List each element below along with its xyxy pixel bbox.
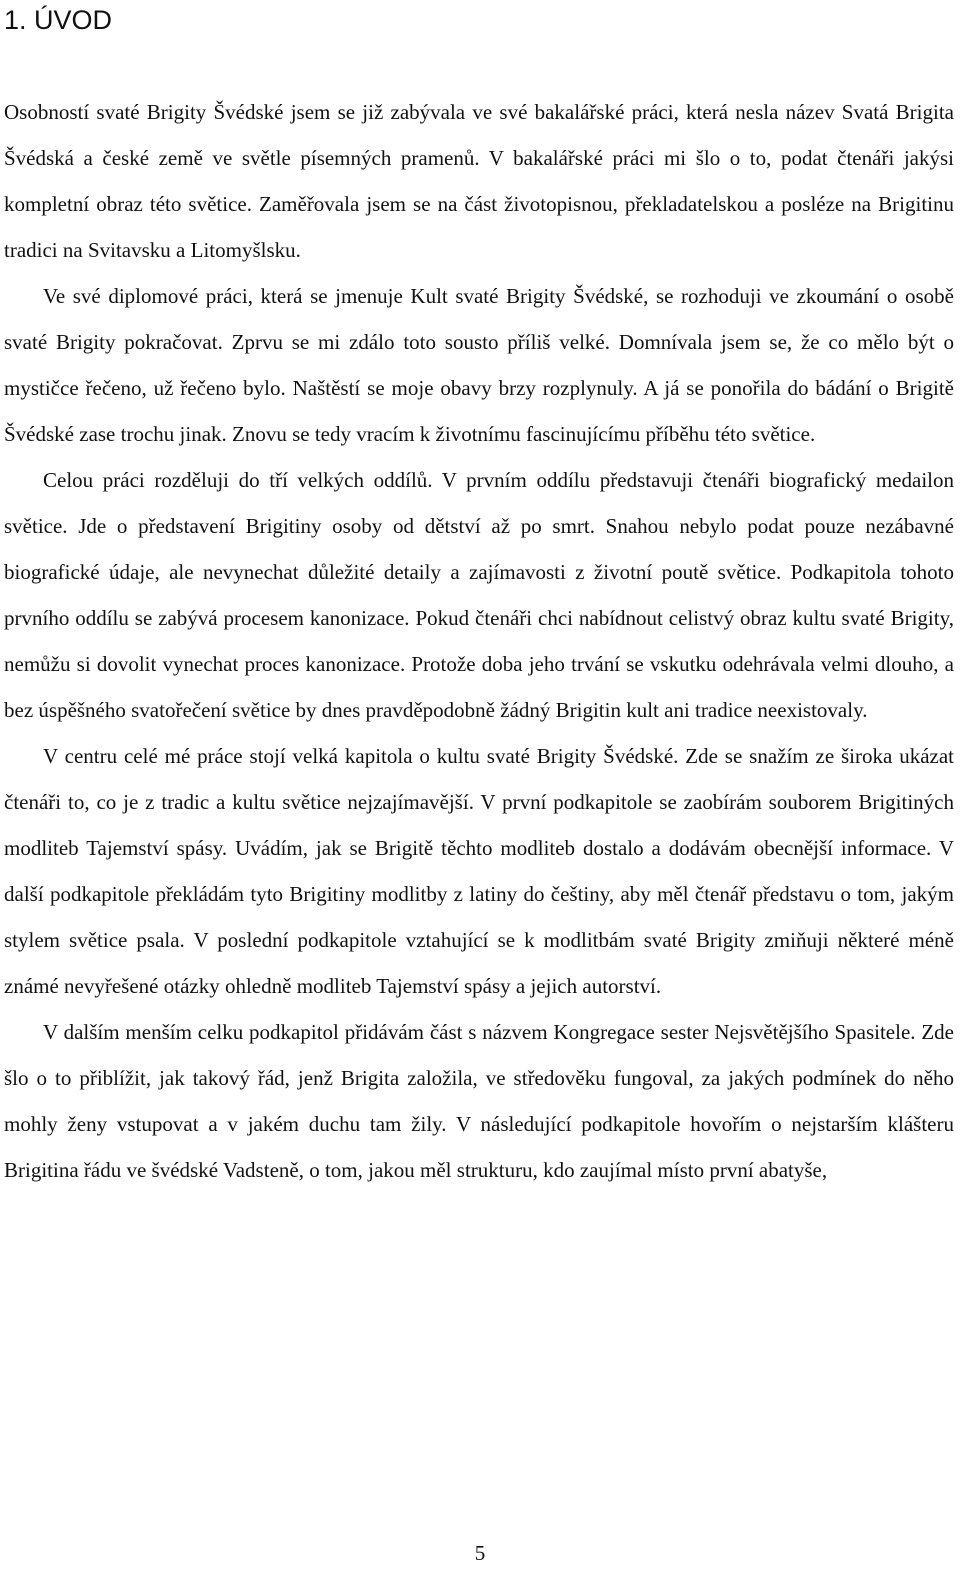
- paragraph-3: Celou práci rozděluji do tří velkých oddílů. V prvním oddílu představuji čtenáři biografický medailon světice. Jde o představení Brigitiny osoby od dětství až po smrt. Snahou nebylo podat pouze nezábavné biografické údaje, ale nevynechat důležité detaily a zajímavosti z životní poutě světice. Podkapitola tohoto prvního oddílu se zabývá procesem kanonizace. Pokud čtenáři chci nabídnout celistvý obraz kultu svaté Brigity, nemůžu si dovolit vynechat proces kanonizace. Protože doba jeho trvání se vskutku odehrávala velmi dlouho, a bez úspěšného svatořečení světice by dnes pravděpodobně žádný Brigitin kult ani tradice neexistovaly.: [4, 468, 954, 722]
- chapter-heading: 1. ÚVOD: [4, 5, 113, 35]
- paragraph-5: V dalším menším celku podkapitol přidávám část s názvem Kongregace sester Nejsvětějšího Spasitele. Zde šlo o to přiblížit, jak takový řád, jenž Brigita založila, ve středověku fungoval, za jakých podmínek do něho mohly ženy vstupovat a v jakém duchu tam žily. V následující podkapitole hovořím o nejstarším klášteru Brigitina řádu ve švédské Vadsteně, o tom, jakou měl strukturu, kdo zaujímal místo první abatyše,: [4, 1020, 954, 1182]
- paragraph-1: Osobností svaté Brigity Švédské jsem se již zabývala ve své bakalářské práci, která nesla název Svatá Brigita Švédská a české země ve světle písemných pramenů. V bakalářské práci mi šlo o to, podat čtenáři jakýsi kompletní obraz této světice. Zaměřovala jsem se na část životopisnou, překladatelskou a posléze na Brigitinu tradici na Svitavsku a Litomyšlsku.: [4, 100, 954, 262]
- page-number: 5: [474, 1541, 486, 1565]
- body-text: [4, 89, 954, 1193]
- paragraph-4: V centru celé mé práce stojí velká kapitola o kultu svaté Brigity Švédské. Zde se snažím ze široka ukázat čtenáři to, co je z tradic a kultu světice nejzajímavější. V první podkapitole se zaobírám souborem Brigitiných modliteb Tajemství spásy. Uvádím, jak se Brigitě těchto modliteb dostalo a dodávám obecnější informace. V další podkapitole překládám tyto Brigitiny modlitby z latiny do češtiny, aby měl čtenář představu o tom, jakým stylem světice psala. V poslední podkapitole vztahující se k modlitbám svaté Brigity zmiňuji některé méně známé nevyřešené otázky ohledně modliteb Tajemství spásy a jejich autorství.: [4, 744, 954, 998]
- paragraph-2: Ve své diplomové práci, která se jmenuje Kult svaté Brigity Švédské, se rozhoduji ve zkoumání o osobě svaté Brigity pokračovat. Zprvu se mi zdálo toto sousto příliš velké. Domnívala jsem se, že co mělo být o mystičce řečeno, už řečeno bylo. Naštěstí se moje obavy brzy rozplynuly. A já se ponořila do bádání o Brigitě Švédské zase trochu jinak. Znovu se tedy vracím k životnímu fascinujícímu příběhu této světice.: [4, 284, 954, 446]
